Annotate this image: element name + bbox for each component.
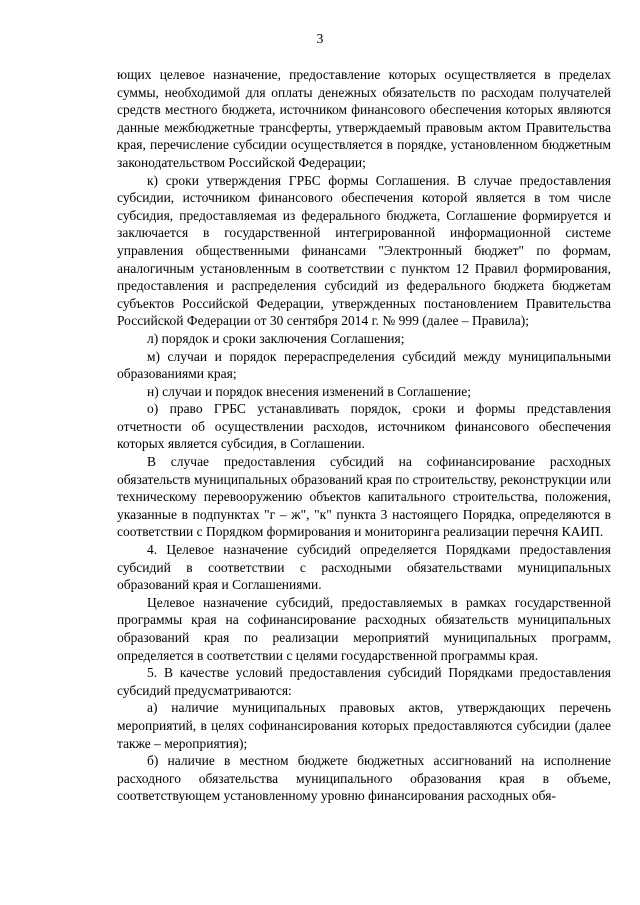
paragraph-item-k: к) сроки утверждения ГРБС формы Соглашения. В случае предоставления субсидии, источником финансового обеспечения которой является в том числе субсидия, предоставляемая из федерального бюджета, Соглашение формируется и заключается в государственной интегрированной информационной системе управления общественными финансами "Электронный бюджет" по формам, аналогичным установленным в соответствии с пунктом 12 Правил формирования, предоставления и распределения субсидий из федерального бюджета бюджетам субъектов Российской Федерации, утвержденных постановлением Правительства Российской Федерации от 30 сентября 2014 г. № 999 (далее – Правила); xyxy=(117,172,611,329)
paragraph-kaip-cofinancing: В случае предоставления субсидий на софинансирование расходных обязательств муниципальных образований края по строительству, реконструкции или техническому перевооружению объектов капитального строительства, положения, указанные в подпунктах "г – ж", "к" пункта 3 настоящего Порядка, определяются в соответствии с Порядком формирования и мониторинга реализации перечня КАИП. xyxy=(117,454,611,540)
paragraph-section-4: 4. Целевое назначение субсидий определяется Порядками предоставления субсидий в соответствии с расходными обязательствами муниципальных образований края и Соглашениями. xyxy=(117,542,611,593)
paragraph-item-b: б) наличие в местном бюджете бюджетных ассигнований на исполнение расходного обязательства муниципального образования края в объеме, соответствующем установленному уровню финансирования расходных обя- xyxy=(117,753,611,804)
paragraph-item-a: а) наличие муниципальных правовых актов, утверждающих перечень мероприятий, в целях софинансирования которых предоставляются субсидии (далее также – мероприятия); xyxy=(117,700,611,751)
paragraph-continuation: ющих целевое назначение, предоставление которых осуществляется в пределах суммы, необходимой для оплаты денежных обязательств по расходам получателей средств местного бюджета, источником финансового обеспечения которых являются данные межбюджетные трансферты, утверждаемый правовым актом Правительства края, перечисление субсидии осуществляется в порядке, установленном бюджетным законодательством Российской Федерации; xyxy=(117,67,611,170)
paragraph-item-n: н) случаи и порядок внесения изменений в Соглашение; xyxy=(147,383,471,399)
page-number: 3 xyxy=(316,31,324,46)
paragraph-target-purpose: Целевое назначение субсидий, предоставляемых в рамках государственной программы края на софинансирование расходных обязательств муниципальных образований края по реализации мероприятий муниципальных программ, определяется в соответствии с целями государственной программы края. xyxy=(117,594,611,663)
paragraph-item-m: м) случаи и порядок перераспределения субсидий между муниципальными образованиями края; xyxy=(117,348,611,382)
paragraph-section-5: 5. В качестве условий предоставления субсидий Порядками предоставления субсидий предусматриваются: xyxy=(117,665,611,698)
document-body xyxy=(117,66,611,805)
paragraph-item-l: л) порядок и сроки заключения Соглашения; xyxy=(147,330,405,346)
paragraph-item-o: о) право ГРБС устанавливать порядок, сроки и формы представления отчетности об осуществлении расходов, источником финансового обеспечения которых является субсидия, в Соглашении. xyxy=(117,401,611,452)
